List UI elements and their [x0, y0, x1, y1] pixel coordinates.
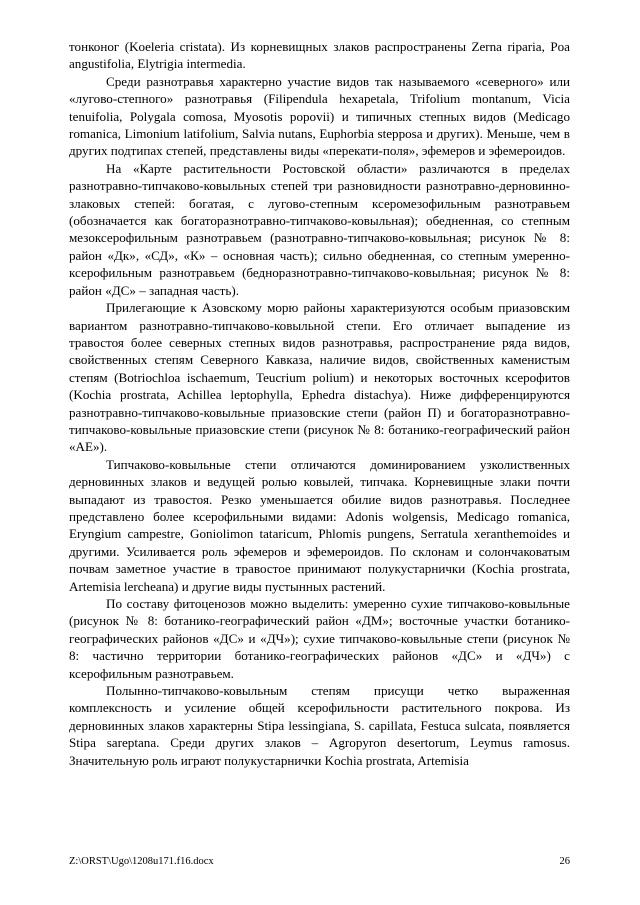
- paragraph-wormwood-steppes: Полынно-типчаково-ковыльным степям присущи четко выраженная комплексность и усиление общей ксерофильности растительного покрова. Из дерновинных злаков характерны Stipa lessingiana, S. capillata, Festuca sulcata, появляется Stipa sareptana. Среди других злаков – Agropyron desertorum, Leymus ramosus. Значительную роль играют полукустарнички Kochia prostrata, Artemisia: [69, 683, 570, 768]
- document-body: [69, 38, 570, 769]
- footer-file-path: Z:\ORST\Ugo\1208u171.f16.docx: [69, 856, 214, 867]
- paragraph-fescue-feathergrass: Типчаково-ковыльные степи отличаются доминированием узколиственных дерновинных злаков и ведущей ролью ковылей, типчака. Корневищные злаки почти выпадают из травостоя. Резко уменьшается обилие видов разнотравья. Последнее представлено более ксерофильными видами: Adonis wolgensis, Medicago romanica, Eryngium campestre, Goniolimon tataricum, Phlomis pungens, Serratula xeranthemoides и другими. Усиливается роль эфемеров и эфемероидов. По склонам и солончаковатым почвам заметное участие в травостое принимают полукустарнички (Kochia prostrata, Artemisia lercheana) и другие виды пустынных растений.: [69, 456, 570, 594]
- paragraph-phytocenoses: По составу фитоценозов можно выделить: умеренно сухие типчаково-ковыльные (рисунок № 8: ботанико-географический район «ДМ»; восточные участки ботанико-географических районов «ДС» и «ДЧ»); сухие типчаково-ковыльные степи (рисунок № 8: частично территории ботанико-географических районов «ДС» и «ДЧ») с ксерофильным разнотравьем.: [69, 596, 570, 681]
- paragraph-continuation: тонконог (Koeleria cristata). Из корневищных злаков распространены Zerna riparia, Poa angustifolia, Elytrigia intermedia.: [69, 39, 570, 72]
- paragraph-map-varieties: На «Карте растительности Ростовской области» различаются в пределах разнотравно-типчаково-ковыльных степей три разновидности разнотравно-дерновинно-злаковых степей: богатая, с лугово-степным ксеромезофильным разнотравьем (обозначается как богаторазнотравно-типчаково-ковыльная); обедненная, со степным мезоксерофильным разнотравьем (разнотравно-типчаково-ковыльная; рисунок № 8: район «Дк», «СД», «К» – основная часть); сильно обедненная, со степным умеренно-ксерофильным разнотравьем (бедноразнотравно-типчаково-ковыльная; рисунок № 8: район «ДС» – западная часть).: [69, 160, 570, 298]
- page-footer: [69, 856, 570, 868]
- paragraph-forbs: Среди разнотравья характерно участие видов так называемого «северного» или «лугово-степного» разнотравья (Filipendula hexapetala, Trifolium montanum, Vicia tenuifolia, Polygala comosa, Myosotis popovii) и типичных степных видов (Medicago romanica, Limonium latifolium, Salvia nutans, Euphorbia stepposa и других). Меньше, чем в других подтипах степей, представлены виды «перекати-поля», эфемеров и эфемероидов.: [69, 73, 570, 159]
- paragraph-azov-variant: Прилегающие к Азовскому морю районы характеризуются особым приазовским вариантом разнотравно-типчаково-ковыльной степи. Его отличает выпадение из травостоя более северных степных видов разнотравья, распространение ряда видов, свойственных степям Северного Кавказа, наличие видов, свойственных каменистым степям (Botriochloa ischaemum, Teucrium polium) и некоторых восточных ксерофитов (Kochia prostrata, Achillea leptophylla, Ephedra distachya). Ниже дифференцируются разнотравно-типчаково-ковыльные приазовские степи (район П) и богаторазнотравно-типчаково-ковыльные приазовские степи (рисунок № 8: ботанико-географический район «АЕ»).: [69, 300, 570, 455]
- page-number: 26: [559, 856, 570, 867]
